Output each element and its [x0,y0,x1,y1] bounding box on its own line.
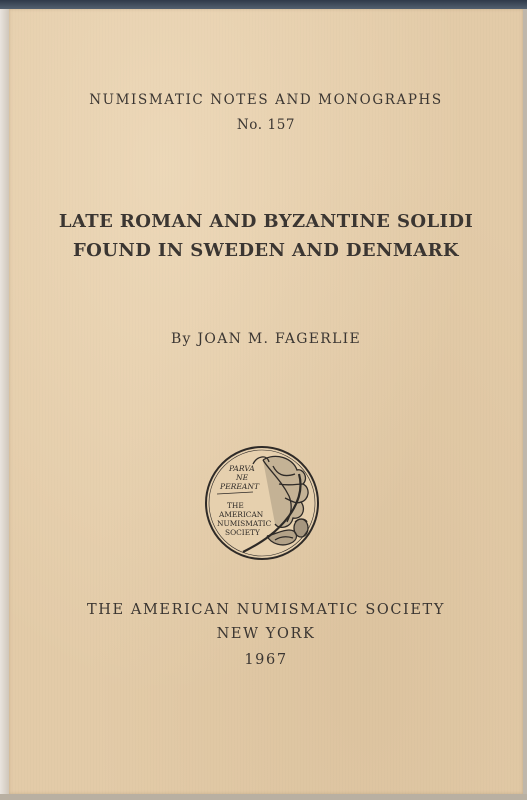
publisher-name: THE AMERICAN NUMISMATIC SOCIETY [86,602,446,618]
seal-emblem [203,444,321,562]
series-title: NUMISMATIC NOTES AND MONOGRAPHS [89,92,443,108]
seal-society-line-4: SOCIETY [225,528,260,537]
book-title-line-2: FOUND IN SWEDEN AND DENMARK [73,240,459,261]
publisher-city: NEW YORK [216,626,316,642]
publication-year: 1967 [244,652,288,668]
scan-bottom-edge [0,794,527,800]
author-line: By JOAN M. FAGERLIE [170,331,362,347]
society-seal-icon [203,444,321,562]
scan-left-edge [0,9,9,800]
seal-society-line-3: NUMISMATIC [217,519,272,528]
seal-society-line-1: THE [227,501,244,510]
series-number: No. 157 [236,117,296,133]
seal-motto-line-2: NE [236,473,249,482]
scan-top-edge [0,0,527,9]
seal-motto-line-1: PARVA [229,464,255,473]
book-cover [9,9,523,794]
seal-society-line-2: AMERICAN [219,510,264,519]
seal-motto-line-3: PEREANT [220,482,260,491]
book-title-line-1: LATE ROMAN AND BYZANTINE SOLIDI [58,211,474,232]
